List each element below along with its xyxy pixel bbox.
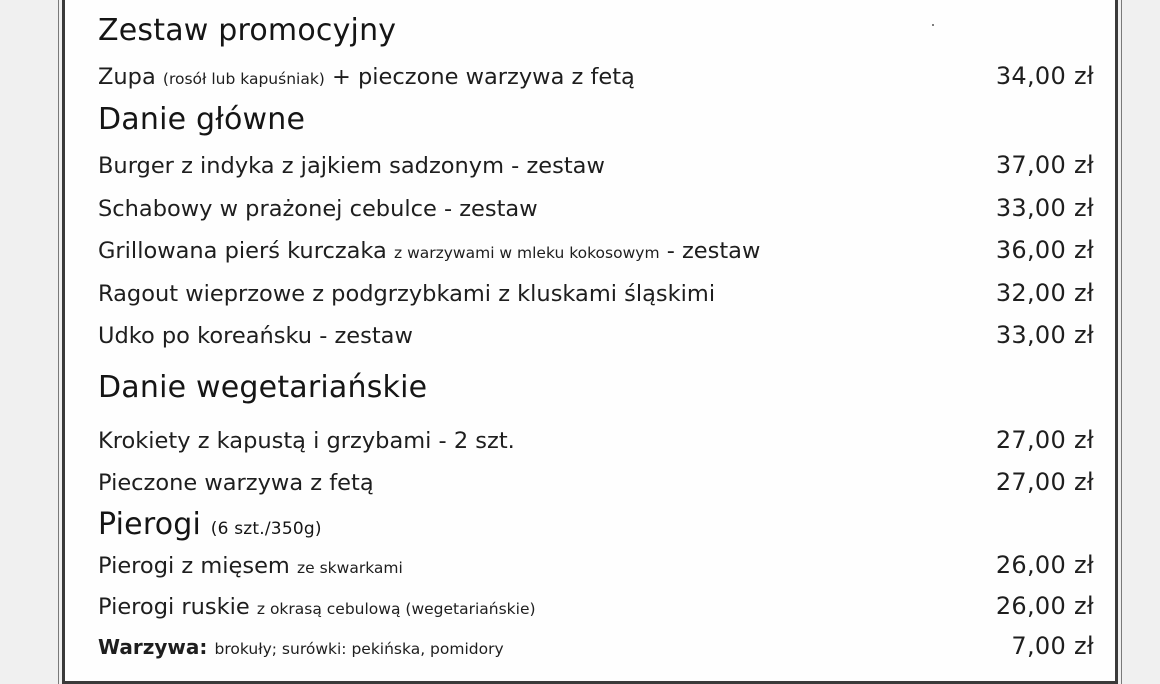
menu-item-extras — [98, 634, 1094, 659]
item-name: Udko po koreańsku - zestaw — [98, 323, 413, 349]
item-price: 27,00 zł — [995, 468, 1094, 496]
item-price: 26,00 zł — [995, 551, 1094, 579]
item-name — [98, 636, 504, 659]
menu-item — [98, 428, 1094, 453]
item-note: ze skwarkami — [297, 559, 403, 577]
item-price: 7,00 zł — [1011, 632, 1094, 660]
item-name: Ragout wieprzowe z podgrzybkami z kluskami śląskimi — [98, 281, 716, 307]
section-title-promo: Zestaw promocyjny — [98, 13, 397, 48]
section-note: (6 szt./350g) — [210, 519, 322, 539]
menu-item — [98, 153, 1094, 178]
menu-item — [98, 64, 1094, 89]
item-price: 33,00 zł — [995, 194, 1094, 222]
item-name: Grillowana pierś kurczaka z warzywami w mleku kokosowym - zestaw — [98, 238, 761, 264]
item-price: 32,00 zł — [995, 279, 1094, 307]
menu-item — [98, 196, 1094, 221]
item-name: Pierogi ruskie z okrasą cebulową (wegetariańskie) — [98, 594, 536, 620]
item-price: 34,00 zł — [995, 62, 1094, 90]
menu-item — [98, 238, 1094, 263]
item-suffix: + pieczone warzywa z fetą — [332, 64, 635, 90]
item-suffix: - zestaw — [666, 238, 761, 264]
item-note: (rosół lub kapuśniak) — [162, 70, 325, 88]
item-name: Pierogi z mięsem ze skwarkami — [98, 553, 403, 579]
section-title-main: Danie główne — [98, 102, 306, 137]
item-price: 27,00 zł — [995, 426, 1094, 454]
item-name: Pieczone warzywa z fetą — [98, 470, 374, 496]
menu-item — [98, 281, 1094, 306]
speck — [932, 24, 934, 26]
menu-item — [98, 470, 1094, 495]
item-name: Burger z indyka z jajkiem sadzonym - zestaw — [98, 153, 605, 179]
item-name: Krokiety z kapustą i grzybami - 2 szt. — [98, 428, 515, 454]
item-note: z okrasą cebulową (wegetariańskie) — [256, 600, 536, 618]
item-note: brokuły; surówki: pekińska, pomidory — [214, 640, 504, 658]
menu-item — [98, 553, 1094, 578]
extras-label: Warzywa: — [98, 635, 208, 659]
item-name: Schabowy w prażonej cebulce - zestaw — [98, 196, 538, 222]
item-price: 36,00 zł — [995, 236, 1094, 264]
item-note: z warzywami w mleku kokosowym — [394, 244, 660, 262]
item-price: 26,00 zł — [995, 592, 1094, 620]
section-title-pierogi: Pierogi (6 szt./350g) — [98, 507, 322, 542]
menu-item — [98, 323, 1094, 348]
item-name: Zupa (rosół lub kapuśniak) + pieczone warzywa z fetą — [98, 64, 635, 90]
item-price: 37,00 zł — [995, 151, 1094, 179]
menu-item — [98, 594, 1094, 619]
item-price: 33,00 zł — [995, 321, 1094, 349]
section-title-vegetarian: Danie wegetariańskie — [98, 370, 428, 405]
